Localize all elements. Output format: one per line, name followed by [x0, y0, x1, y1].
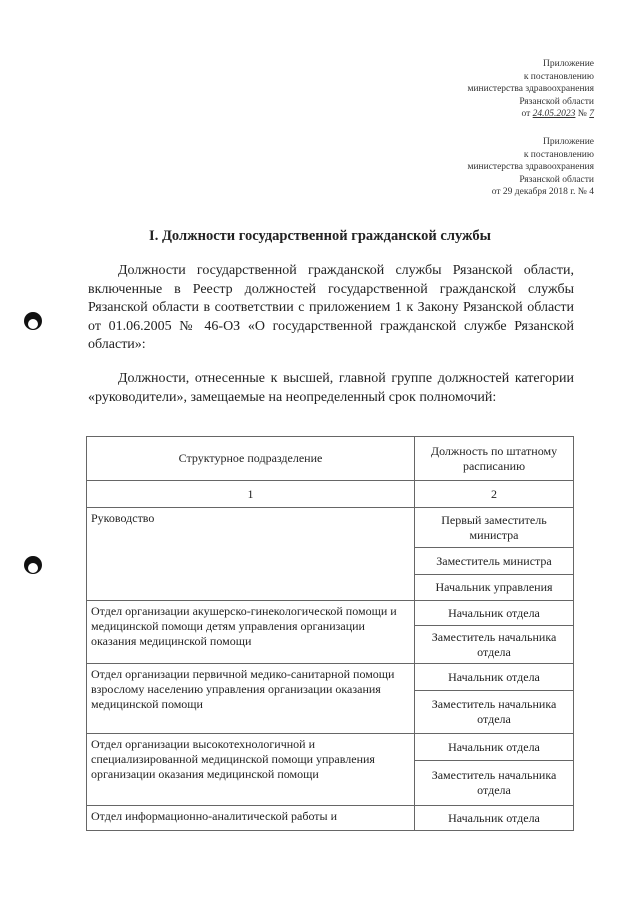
section-title: I. Должности государственной гражданской службы: [149, 228, 491, 244]
position-cell: Начальник управления: [415, 575, 574, 601]
header-line: Приложение: [543, 59, 594, 69]
table-row: [87, 508, 574, 548]
column-numbers-row: 1 2: [87, 481, 574, 508]
appendix-header-new: [467, 58, 594, 121]
position-cell: Заместитель министра: [415, 548, 574, 575]
table-row: [87, 664, 574, 691]
position-cell: Первый заместитель министра: [415, 508, 574, 548]
position-cell: Начальник отдела: [415, 806, 574, 831]
position-cell: Начальник отдела: [415, 664, 574, 691]
header-line: от 29 декабря 2018 г. № 4: [491, 187, 594, 197]
table-row: [87, 734, 574, 761]
handwritten-number: 7: [589, 109, 594, 119]
header-line: Рязанской области: [519, 174, 594, 185]
header-line: Рязанской области: [519, 96, 594, 107]
position-cell: Заместитель начальника отдела: [415, 626, 574, 664]
table-row: [87, 806, 574, 831]
header-line: министерства здравоохранения: [467, 162, 594, 172]
punch-hole: [24, 556, 42, 574]
column-header: Должность по штатному расписанию: [415, 437, 574, 481]
table-header-row: [87, 437, 574, 481]
group-paragraph: Должности, отнесенные к высшей, главной группе должностей категории «руководители», замещаемые на неопределенный срок полномочий:: [88, 371, 574, 405]
header-line: к постановлению: [523, 71, 594, 82]
header-line: министерства здравоохранения: [467, 84, 594, 94]
unit-cell: Отдел организации акушерско-гинекологической помощи и медицинской помощи детям управления организации оказания медицинской помощи: [87, 601, 415, 664]
positions-table: [86, 436, 574, 831]
punch-hole: [24, 312, 42, 330]
unit-cell: Руководство: [87, 508, 415, 601]
column-header: Структурное подразделение: [87, 437, 415, 481]
header-line: Приложение: [543, 137, 594, 147]
header-line: к постановлению: [523, 149, 594, 160]
position-cell: Начальник отдела: [415, 601, 574, 626]
intro-paragraph: Должности государственной гражданской службы Рязанской области, включенные в Реестр должностей государственной гражданской службы Рязанской области в соответствии с приложением 1 к Закону Рязанской области от 01.06.2005 № 46-ОЗ «О государственной гражданской службе Рязанской области»:: [88, 263, 574, 352]
unit-cell: Отдел информационно-аналитической работы и: [87, 806, 415, 831]
unit-cell: Отдел организации первичной медико-санитарной помощи взрослому населению управления организации оказания медицинской помощи: [87, 664, 415, 734]
position-cell: Заместитель начальника отдела: [415, 691, 574, 734]
table-row: [87, 601, 574, 626]
handwritten-date: 24.05.2023: [532, 109, 576, 119]
position-cell: Заместитель начальника отдела: [415, 761, 574, 806]
unit-cell: Отдел организации высокотехнологичной и специализированной медицинской помощи управления организации оказания медицинской помощи: [87, 734, 415, 806]
position-cell: Начальник отдела: [415, 734, 574, 761]
appendix-header-old: [467, 136, 594, 199]
header-date-line: от 24.05.2023 № 7: [521, 109, 594, 119]
